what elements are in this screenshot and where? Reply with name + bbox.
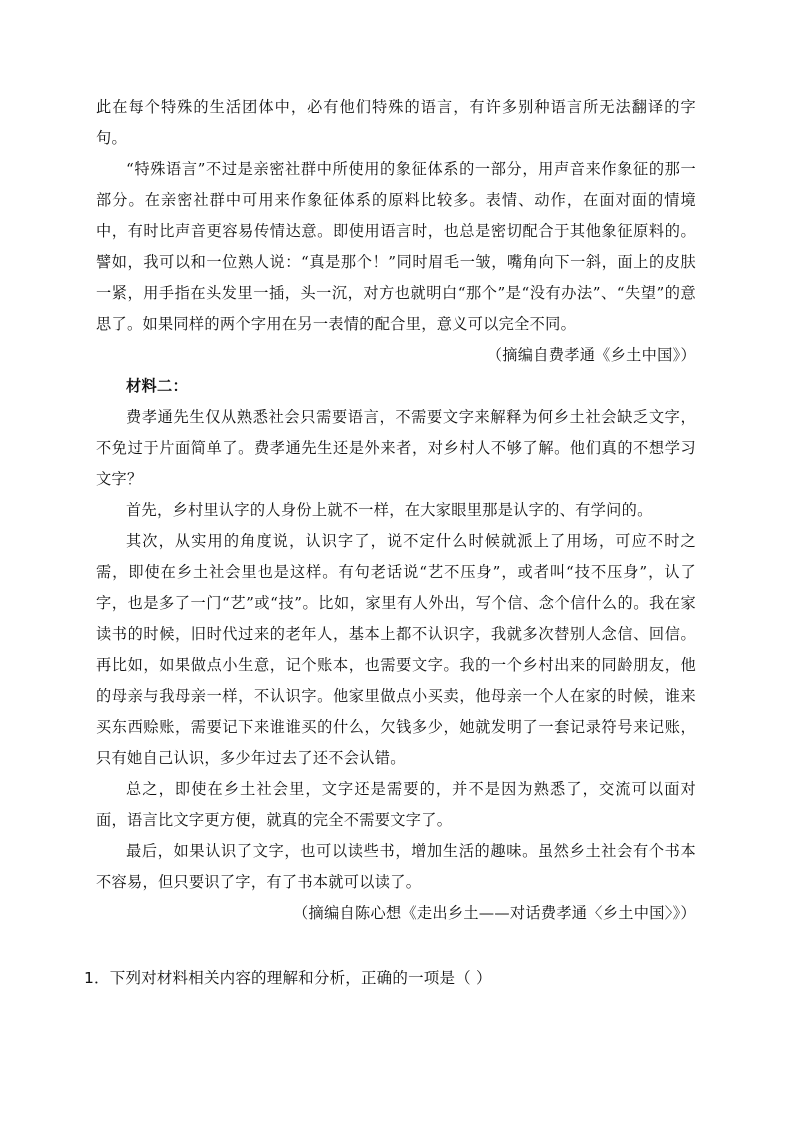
- material-two-paragraph-5: 最后，如果认识了文字，也可以读些书，增加生活的趣味。虽然乡土社会有个书本不容易，但只要识了字，有了书本就可以读了。: [96, 842, 696, 891]
- material-two-paragraph-3: 其次，从实用的角度说，认识字了，说不定什么时候就派上了用场，可应不时之需，即使在乡土社会里也是这样。有句老话说“艺不压身”，或者叫“技不压身”，认了字，也是多了一门“艺”或“技”。比如，家里有人外出，写个信、念个信什么的。我在家读书的时候，旧时代过来的老年人，基本上都不认识字，我就多次替别人念信、回信。再比如，如果做点小生意，记个账本，也需要文字。我的一个乡村出来的同龄朋友，他的母亲与我母亲一样，不认识字。他家里做点小买卖，他母亲一个人在家的时候，谁来买东西赊账，需要记下来谁谁买的什么，欠钱多少，她就发明了一套记录符号来记账，只有她自己认识，多少年过去了还不会认错。: [96, 532, 696, 767]
- material-one-source: （摘编自费孝通《乡土中国》）: [486, 346, 696, 364]
- question-1: 1．下列对材料相关内容的理解和分析，正确的一项是（ ）: [84, 969, 492, 987]
- material-two-paragraph-1: 费孝通先生仅从熟悉社会只需要语言，不需要文字来解释为何乡土社会缺乏文字，不免过于片面简单了。费孝通先生还是外来者，对乡村人不够了解。他们真的不想学习文字？: [96, 408, 696, 488]
- material-one-paragraph: “特殊语言”不过是亲密社群中所使用的象征体系的一部分，用声音来作象征的那一部分。在亲密社群中可用来作象征体系的原料比较多。表情、动作，在面对面的情境中，有时比声音更容易传情达意。即使用语言时，也总是密切配合于其他象征原料的。譬如，我可以和一位熟人说：“真是那个！”同时眉毛一皱，嘴角向下一斜，面上的皮肤一紧，用手指在头发里一插，头一沉，对方也就明白“那个”是“没有办法”、“失望”的意思了。如果同样的两个字用在另一表情的配合里，意义可以完全不同。: [96, 160, 696, 333]
- material-one-continuation: 此在每个特殊的生活团体中，必有他们特殊的语言，有许多别种语言所无法翻译的字句。: [96, 98, 696, 147]
- material-two-source: （摘编自陈心想《走出乡土——对话费孝通〈乡土中国〉》）: [293, 904, 696, 922]
- material-two-heading: 材料二：: [126, 377, 188, 395]
- material-two-paragraph-2: 首先，乡村里认字的人身份上就不一样，在大家眼里那是认字的、有学问的。: [126, 501, 653, 519]
- material-two-paragraph-4: 总之，即使在乡土社会里，文字还是需要的，并不是因为熟悉了，交流可以面对面，语言比文字更方便，就真的完全不需要文字了。: [96, 780, 696, 829]
- reading-passage: [96, 92, 696, 929]
